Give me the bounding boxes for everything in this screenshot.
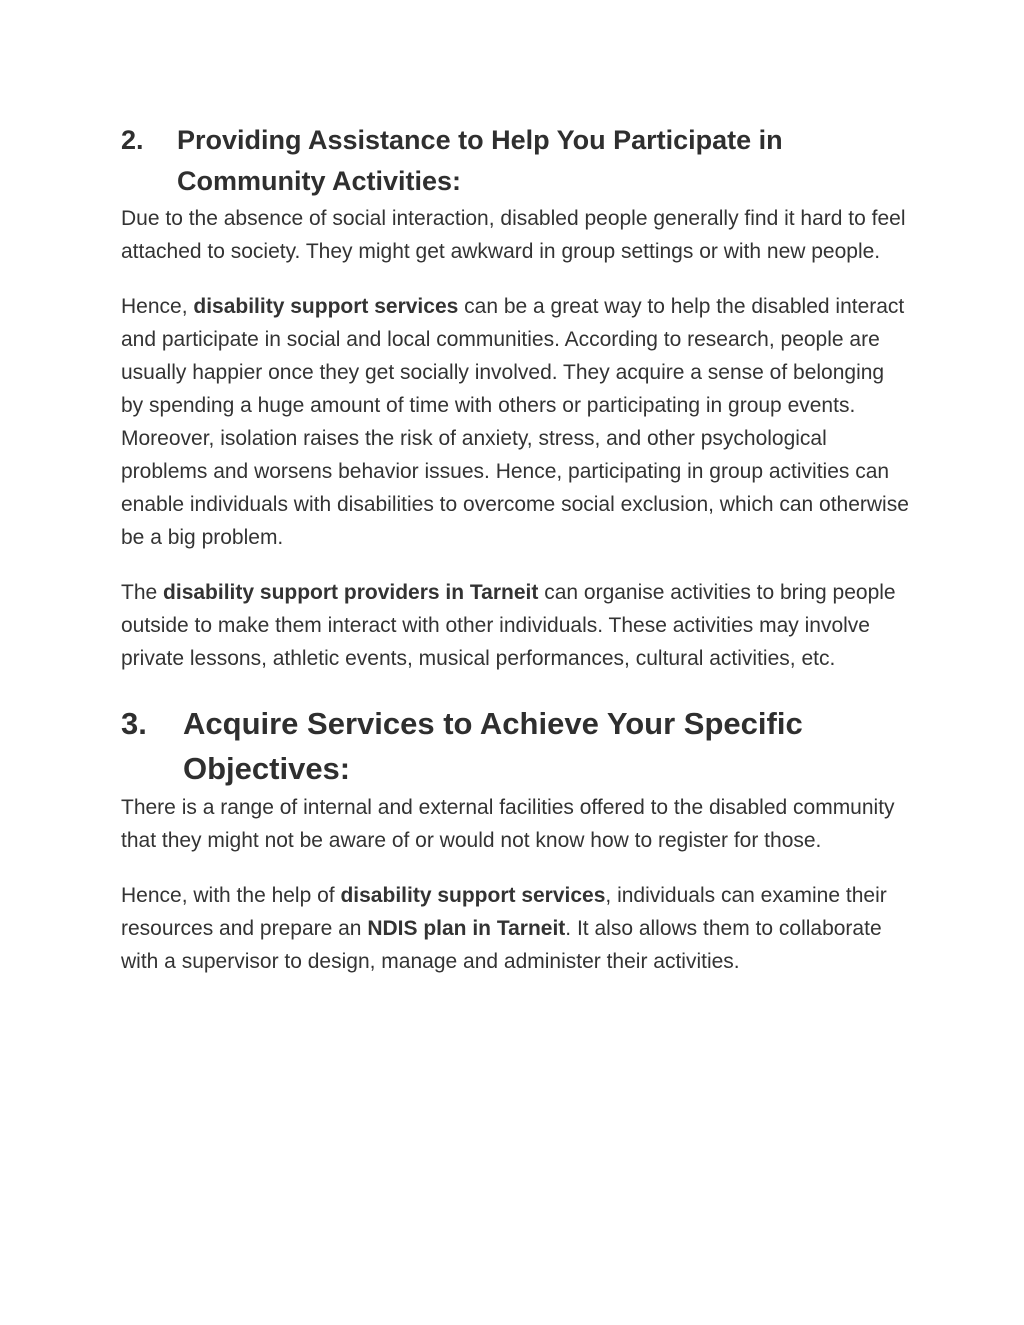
section-2-paragraph-1: Due to the absence of social interaction, disabled people generally find it hard to feel attached to society. They might get awkward in group settings or with new people. — [121, 207, 906, 263]
section-2-paragraph-3-bold: disability support providers in Tarneit — [163, 581, 539, 604]
section-2-title: Providing Assistance to Help You Participate in Community Activities: — [177, 125, 783, 196]
section-3 — [121, 701, 911, 978]
section-2-paragraph-3-lead: The — [121, 581, 164, 604]
section-3-paragraph-2-middle: , individuals can examine their resources and prepare an — [121, 884, 887, 940]
section-3-paragraph-2-bold-1: disability support services — [340, 884, 606, 907]
section-3-paragraph-2-lead: Hence, with the help of — [121, 884, 341, 907]
section-2-paragraph-2-lead: Hence, — [121, 295, 194, 318]
section-3-paragraph-2-rest: . It also allows them to collaborate with a supervisor to design, manage and administer their activities. — [121, 917, 882, 973]
document-page — [121, 120, 911, 978]
section-3-title: Acquire Services to Achieve Your Specific Objectives: — [183, 706, 803, 786]
section-2-paragraph-2-bold: disability support services — [193, 295, 459, 318]
section-2-paragraph-2-rest: can be a great way to help the disabled interact and participate in social and local communities. According to research, people are usually happier once they get socially involved. They acquire a sense of belonging by spending a huge amount of time with others or participating in group events. Moreover, isolation raises the risk of anxiety, stress, and other psychological problems and worsens behavior issues. Hence, participating in group activities can enable individuals with disabilities to overcome social exclusion, which can otherwise be a big problem. — [121, 295, 909, 549]
section-2-paragraph-2 — [121, 290, 911, 554]
section-3-paragraph-1: There is a range of internal and external facilities offered to the disabled community that they might not be aware of or would not know how to register for those. — [121, 796, 895, 852]
section-3-paragraph-2-bold-2: NDIS plan in Tarneit — [367, 917, 566, 940]
section-2-paragraph-3 — [121, 576, 911, 675]
section-2-heading — [121, 120, 911, 202]
section-2-paragraph-3-rest: can organise activities to bring people outside to make them interact with other individuals. These activities may involve private lessons, athletic events, musical performances, cultural activities, etc. — [121, 581, 896, 670]
section-2 — [121, 120, 911, 675]
section-3-number: 3. — [121, 706, 147, 741]
section-3-heading — [121, 701, 911, 791]
section-3-paragraph-2 — [121, 879, 911, 978]
section-2-number: 2. — [121, 125, 144, 155]
